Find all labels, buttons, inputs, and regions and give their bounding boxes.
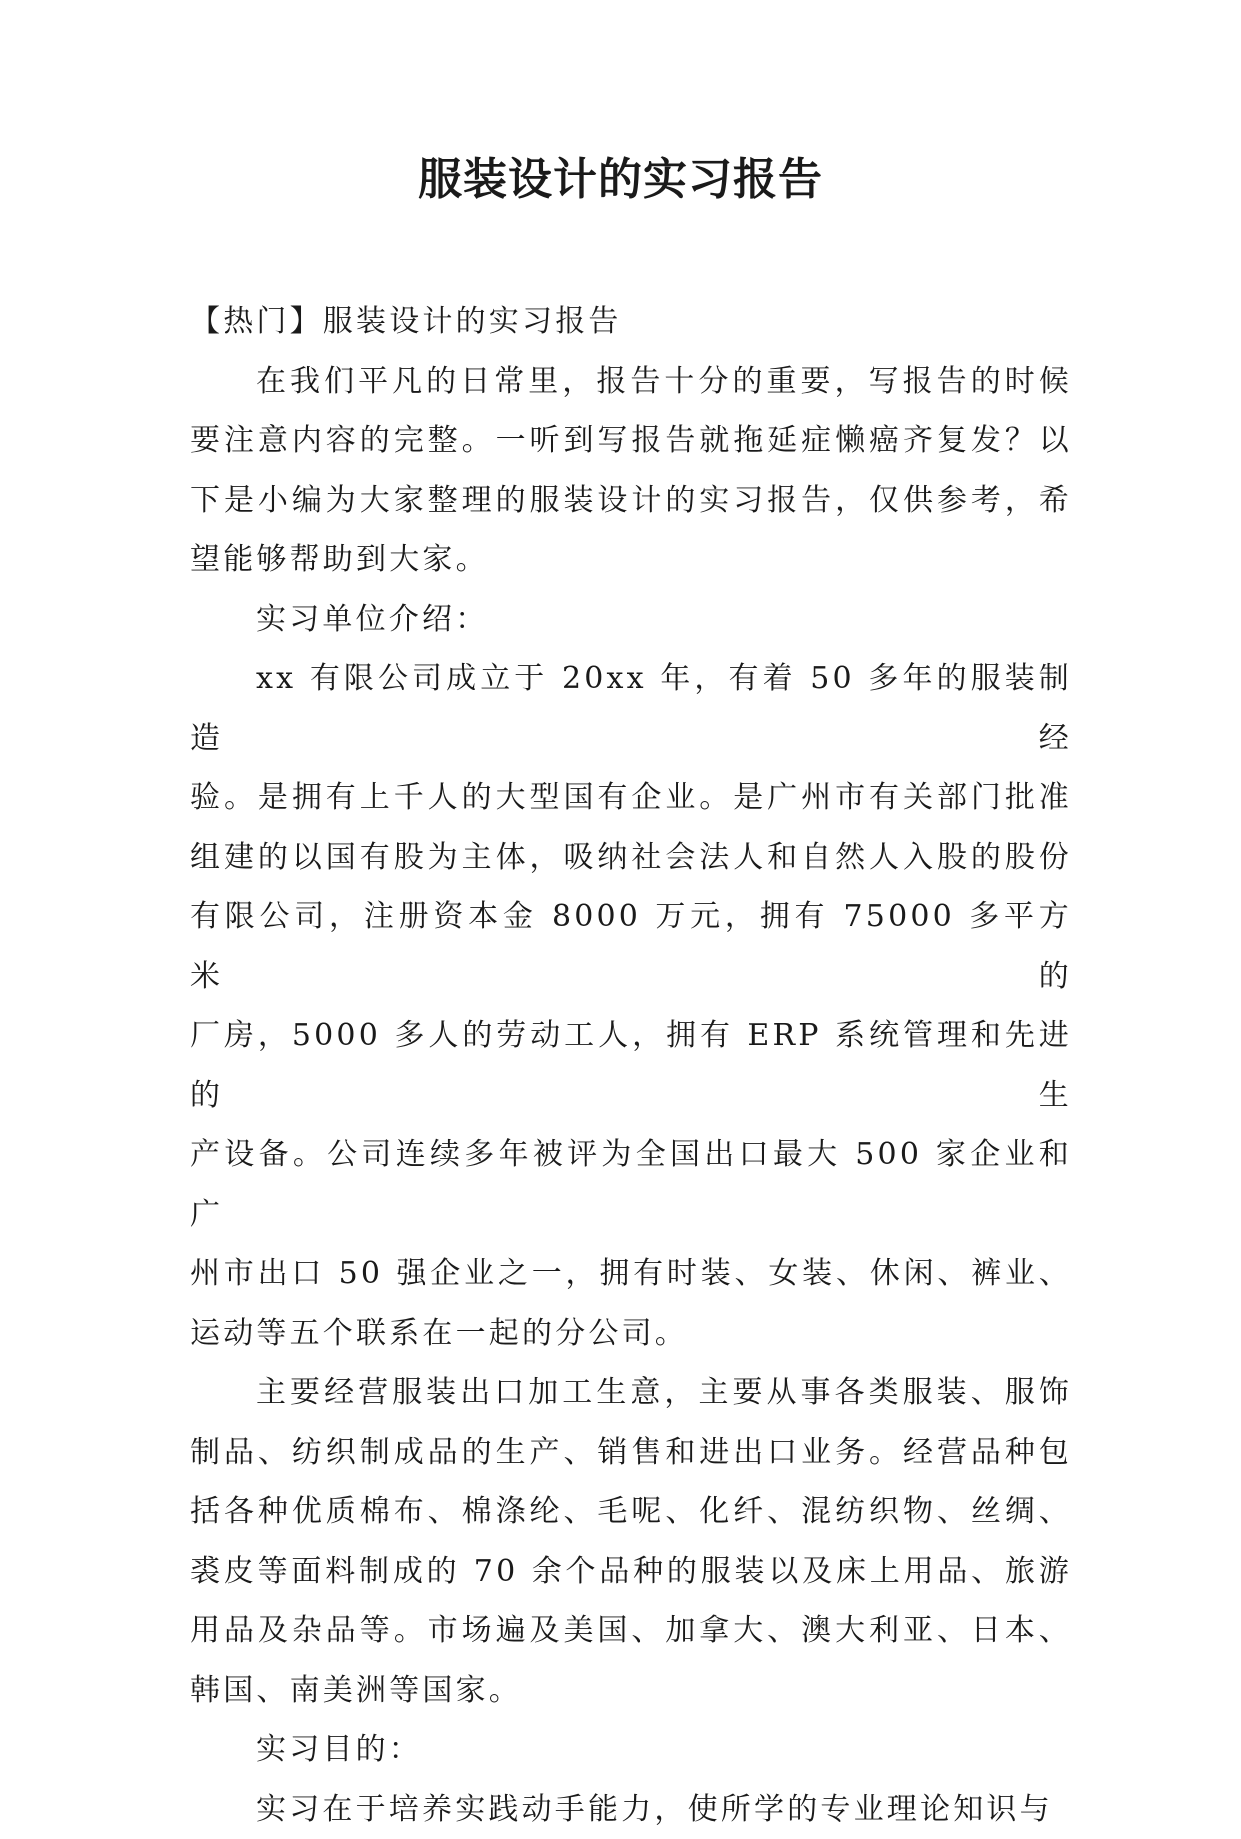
paragraph-line: 实习目的： — [190, 1720, 1072, 1780]
paragraph-line: 望能够帮助到大家。 — [190, 530, 1072, 590]
paragraph-line: 制品、纺织制成品的生产、销售和进出口业务。经营品种包 — [190, 1423, 1072, 1483]
paragraph-line: 组建的以国有股为主体，吸纳社会法人和自然人入股的股份 — [190, 828, 1072, 888]
paragraph-line: 运动等五个联系在一起的分公司。 — [190, 1304, 1072, 1364]
paragraph-line: 实习单位介绍： — [190, 590, 1072, 650]
paragraph-line: 裘皮等面料制成的 70 余个品种的服装以及床上用品、旅游 — [190, 1542, 1072, 1602]
paragraph-line: 下是小编为大家整理的服装设计的实习报告，仅供参考，希 — [190, 471, 1072, 531]
paragraph-line: 韩国、南美洲等国家。 — [190, 1661, 1072, 1721]
paragraph-line: 实习在于培养实践动手能力，使所学的专业理论知识与 — [190, 1780, 1072, 1839]
paragraph-line: xx 有限公司成立于 20xx 年，有着 50 多年的服装制造经 — [190, 649, 1072, 768]
paragraph-line: 厂房，5000 多人的劳动工人，拥有 ERP 系统管理和先进的生 — [190, 1006, 1072, 1125]
document-title: 服装设计的实习报告 — [0, 150, 1241, 210]
paragraph-line: 验。是拥有上千人的大型国有企业。是广州市有关部门批准 — [190, 768, 1072, 828]
paragraph-line: 用品及杂品等。市场遍及美国、加拿大、澳大利亚、日本、 — [190, 1601, 1072, 1661]
paragraph-line: 州市出口 50 强企业之一，拥有时装、女装、休闲、裤业、 — [190, 1244, 1072, 1304]
document-body — [190, 292, 1072, 1839]
paragraph-line: 括各种优质棉布、棉涤纶、毛呢、化纤、混纺织物、丝绸、 — [190, 1482, 1072, 1542]
paragraph-line: 产设备。公司连续多年被评为全国出口最大 500 家企业和广 — [190, 1125, 1072, 1244]
subtitle-line: 【热门】服装设计的实习报告 — [190, 292, 1072, 352]
paragraph-list — [190, 352, 1072, 1839]
paragraph-line: 主要经营服装出口加工生意，主要从事各类服装、服饰 — [190, 1363, 1072, 1423]
paragraph-line: 有限公司，注册资本金 8000 万元，拥有 75000 多平方米的 — [190, 887, 1072, 1006]
paragraph-line: 在我们平凡的日常里，报告十分的重要，写报告的时候 — [190, 352, 1072, 412]
paragraph-line: 要注意内容的完整。一听到写报告就拖延症懒癌齐复发？以 — [190, 411, 1072, 471]
